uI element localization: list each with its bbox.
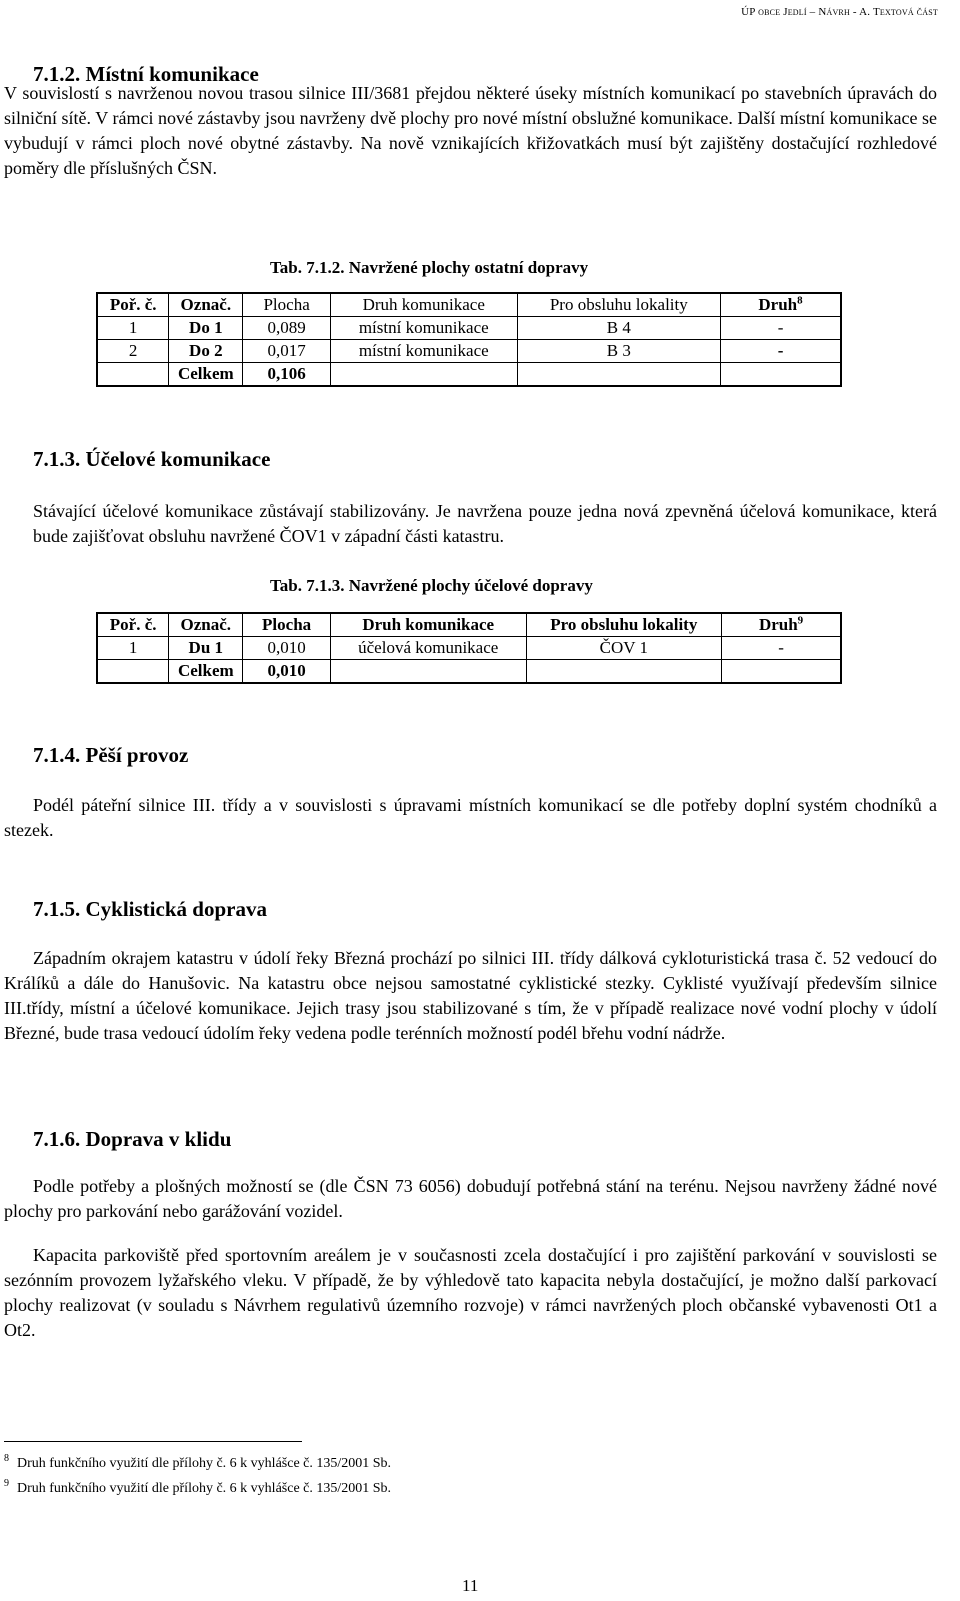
table1 [96,292,842,387]
table2-header-cell: Poř. č. [97,613,169,637]
table2 [96,612,842,684]
table1-caption: Tab. 7.1.2. Navržené plochy ostatní dopravy [270,258,589,277]
table1-header-cell: Plocha [243,293,331,317]
heading-714: 7.1.4. Pěší provoz [33,743,189,767]
table2-header-cell: Druh$^9$ [722,613,841,637]
table-row: 2 Do 2 0,017 místní komunikace B 3 - [97,340,841,363]
footnote-ref: 9 [797,614,804,627]
table2-header-row [97,613,841,637]
table-total-row: Celkem 0,106 [97,363,841,387]
paragraph-714: Podél páteřní silnice III. třídy a v souvislosti s úpravami místních komunikací se dle potřeby doplní systém chodníků a stezek. [4,795,937,840]
paragraph-715: Západním okrajem katastru v údolí řeky Březná prochází po silnici III. třídy dálková cykloturistická trasa č. 52 vedoucí do Králíků a dále do Hanušovic. Na katastru obce nejsou samostatné cyklistické stezky. Cyklisté využívají především silnice III.třídy, místní a účelové komunikace. Jejich trasy jsou stabilizované s tím, že v případě realizace nové vodní plochy v údolí Březné, bude trasa vedoucí údolím řeky vedena podle terénních možností podél břehu vodní nádrže. [4,948,937,1043]
table2-caption: Tab. 7.1.3. Navržené plochy účelové dopravy [270,576,593,595]
table2-header-cell: Označ. [169,613,243,637]
heading-713: 7.1.3. Účelové komunikace [33,447,271,471]
footnote-8: $^8$ Druh funkčního využití dle přílohy č. 6 k vyhlášce č. 135/2001 Sb. [4,1453,392,1471]
page-number: 11 [462,1576,479,1595]
table1-header-cell: Poř. č. [97,293,169,317]
table-total-row: Celkem 0,010 [97,660,841,684]
table-row: 1 Du 1 0,010 účelová komunikace ČOV 1 - [97,637,841,660]
table1-header-cell: Označ. [169,293,243,317]
paragraph-716a: Podle potřeby a plošných možností se (dle ČSN 73 6056) dobudují potřebná stání na terénu. Nejsou navrženy žádné nové plochy pro parkování nebo garážování vozidel. [4,1176,937,1221]
table1-header-cell: Druh$^8$ [721,293,841,317]
table1-header-row [97,293,841,317]
heading-716: 7.1.6. Doprava v klidu [33,1127,232,1151]
footnote-ref: 8 [797,294,803,307]
table1-header-cell: Pro obsluhu lokality [517,293,721,317]
footnote-separator [4,1441,302,1442]
heading-715: 7.1.5. Cyklistická doprava [33,897,267,921]
footnote-9: $^9$ Druh funkčního využití dle přílohy č. 6 k vyhlášce č. 135/2001 Sb. [4,1478,392,1496]
heading-712: 7.1.2. Místní komunikace [33,62,259,86]
paragraph-712: V souvislostí s navrženou novou trasou silnice III/3681 přejdou některé úseky místních komunikací po stavebních úpravách do silniční sítě. V rámci nové zástavby jsou navrženy dvě plochy pro nové místní obslužné komunikace. Další místní komunikace se vybudují v rámci ploch nové obytné zástavby. Na nově vznikajících křižovatkách musí být zajištěny dostačující rozhledové poměry dle příslušných ČSN. [4,83,937,178]
paragraph-716b: Kapacita parkoviště před sportovním areálem je v současnosti zcela dostačující i pro zajištění parkování v souvislosti se sezónním provozem lyžařského vleku. V případě, že by výhledově tato kapacita nebyla dostačující, je možno další parkovací plochy realizovat (v souladu s Návrhem regulativů územního rozvoje) v rámci navržených ploch občanské vybavenosti Ot1 a Ot2. [4,1245,937,1340]
table2-header-cell: Pro obsluhu lokality [526,613,722,637]
table1-header-cell: Druh komunikace [330,293,517,317]
paragraph-713: Stávající účelové komunikace zůstávají stabilizovány. Je navržena pouze jedna nová zpevněná účelová komunikace, která bude zajišťovat obsluhu navržené ČOV1 v západní části katastru. [33,501,937,546]
table2-header-cell: Plocha [243,613,331,637]
table-row: 1 Do 1 0,089 místní komunikace B 4 - [97,317,841,340]
table2-header-cell: Druh komunikace [330,613,526,637]
running-header: ÚP obce Jedlí – Návrh - A. Textová část [741,6,938,18]
